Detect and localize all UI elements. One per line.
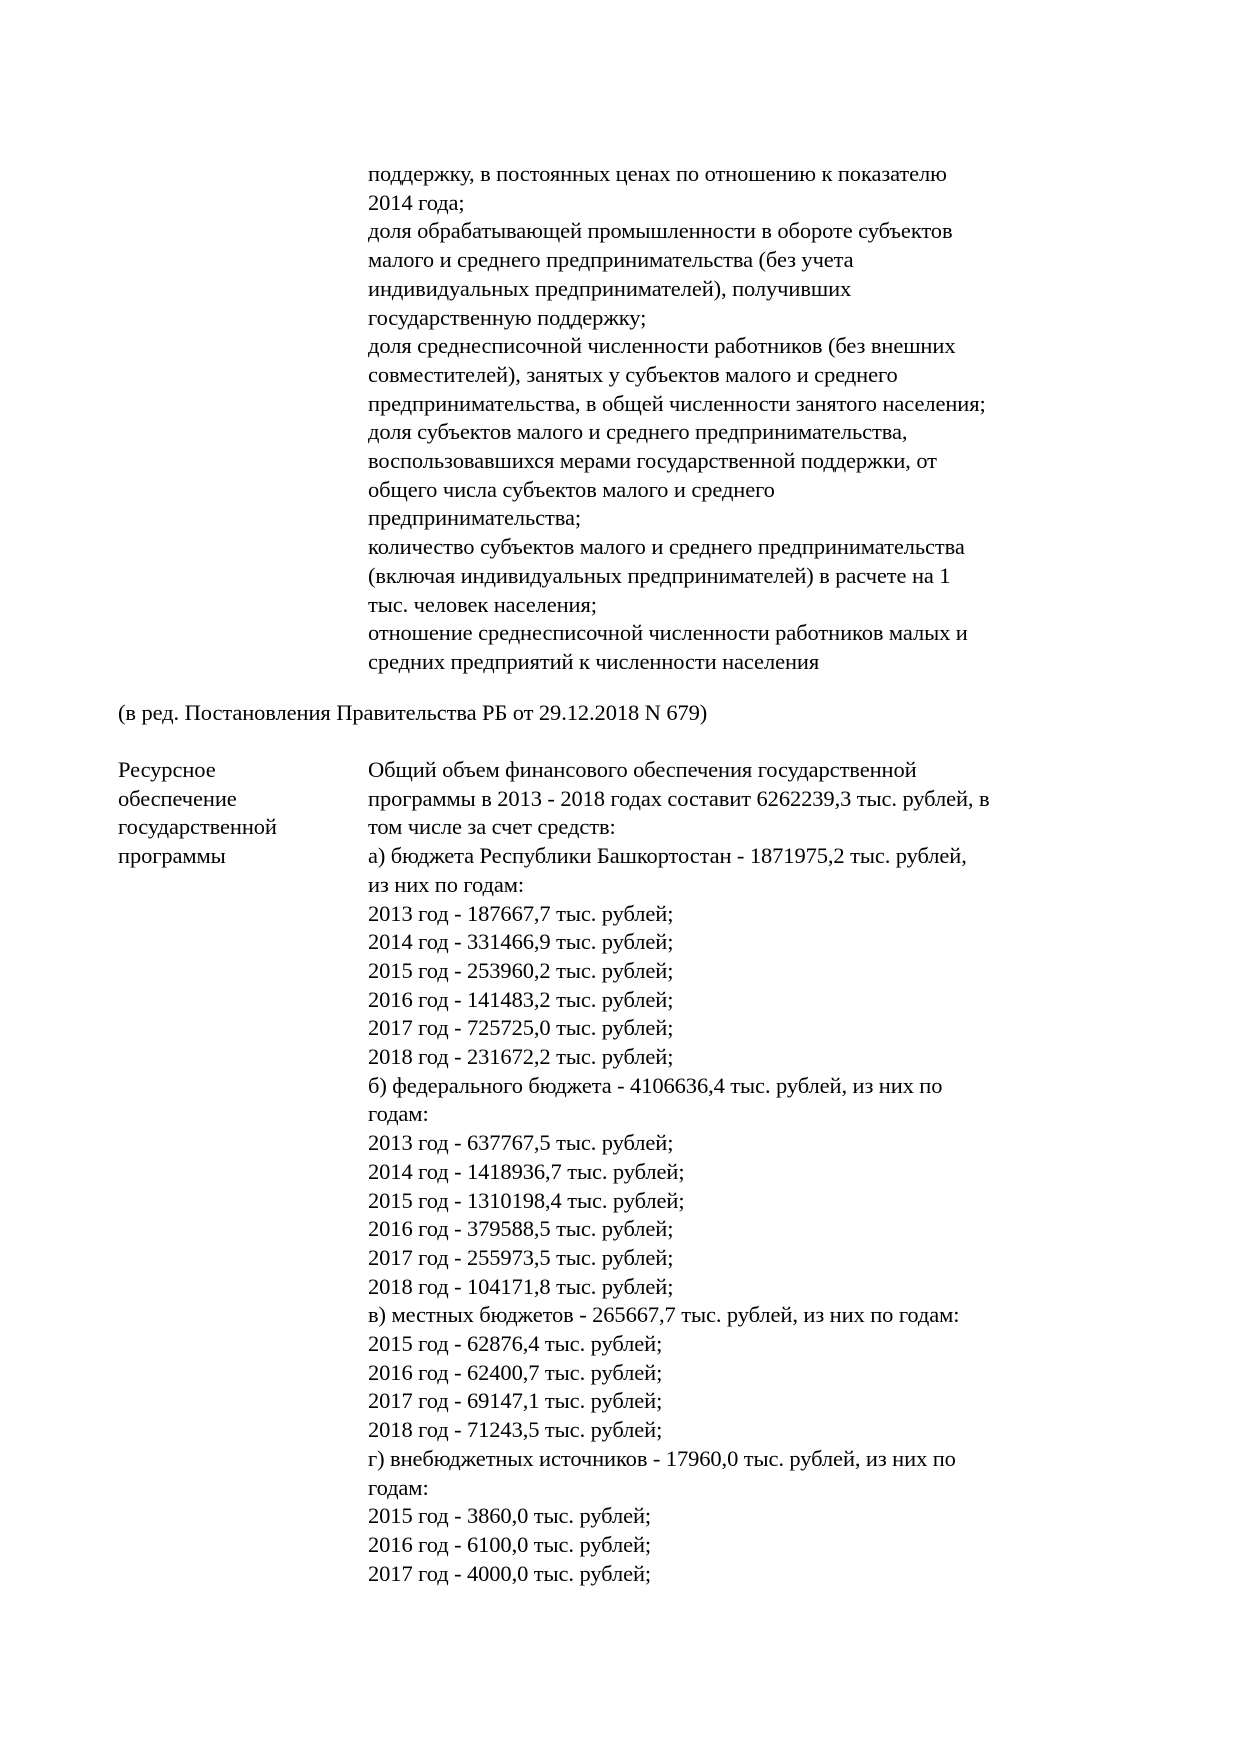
text-line: Общий объем финансового обеспечения государственной <box>368 757 917 782</box>
text-line: 2016 год - 6100,0 тыс. рублей; <box>368 1531 652 1557</box>
text-line: из них по годам: <box>368 871 525 897</box>
text-line: 2017 год - 255973,5 тыс. рублей; <box>368 1244 674 1270</box>
text-line: 2016 год - 62400,7 тыс. рублей; <box>368 1359 663 1385</box>
text-line: 2014 год - 331466,9 тыс. рублей; <box>368 929 674 955</box>
text-line: 2016 год - 141483,2 тыс. рублей; <box>368 986 674 1012</box>
text-line: общего числа субъектов малого и среднего <box>368 476 775 502</box>
text-line: 2017 год - 4000,0 тыс. рублей; <box>368 1560 652 1586</box>
text-line: предпринимательства, в общей численности занятого населения; <box>368 390 986 416</box>
text-line: б) федерального бюджета - 4106636,4 тыс. рублей, из них по <box>368 1072 943 1098</box>
text-line: поддержку, в постоянных ценах по отношению к показателю <box>368 161 947 186</box>
text-line: количество субъектов малого и среднего предпринимательства <box>368 534 965 560</box>
text-line: 2014 год - 1418936,7 тыс. рублей; <box>368 1158 685 1184</box>
resources-content <box>368 756 989 1588</box>
text-line: 2015 год - 253960,2 тыс. рублей; <box>368 957 674 983</box>
text-line: доля среднесписочной численности работников (без внешних <box>368 333 956 359</box>
text-line: годам: <box>368 1474 429 1500</box>
text-line: 2017 год - 725725,0 тыс. рублей; <box>368 1015 674 1041</box>
indicators-list <box>368 160 986 677</box>
text-line: 2015 год - 3860,0 тыс. рублей; <box>368 1503 652 1529</box>
text-line: отношение среднесписочной численности работников малых и <box>368 620 968 646</box>
text-line: (включая индивидуальных предпринимателей) в расчете на 1 <box>368 562 951 588</box>
label-line: государственной <box>118 814 277 840</box>
text-line: 2018 год - 104171,8 тыс. рублей; <box>368 1273 674 1299</box>
label-line: обеспечение <box>118 785 237 811</box>
text-line: годам: <box>368 1101 429 1127</box>
text-line: 2015 год - 62876,4 тыс. рублей; <box>368 1331 663 1357</box>
amendment-note: (в ред. Постановления Правительства РБ от 29.12.2018 N 679) <box>118 700 708 725</box>
text-line: 2018 год - 231672,2 тыс. рублей; <box>368 1044 674 1070</box>
resources-label <box>118 756 277 871</box>
text-line: малого и среднего предпринимательства (без учета <box>368 247 854 273</box>
text-line: совместителей), занятых у субъектов малого и среднего <box>368 361 898 387</box>
text-line: а) бюджета Республики Башкортостан - 1871975,2 тыс. рублей, <box>368 843 967 869</box>
text-line: г) внебюджетных источников - 17960,0 тыс. рублей, из них по <box>368 1445 956 1471</box>
text-line: в) местных бюджетов - 265667,7 тыс. рублей, из них по годам: <box>368 1302 960 1328</box>
text-line: программы в 2013 - 2018 годах составит 6262239,3 тыс. рублей, в <box>368 785 990 811</box>
text-line: индивидуальных предпринимателей), получивших <box>368 275 852 301</box>
text-line: воспользовавшихся мерами государственной поддержки, от <box>368 448 937 474</box>
text-line: доля субъектов малого и среднего предпринимательства, <box>368 419 908 445</box>
text-line: тыс. человек населения; <box>368 591 597 617</box>
text-line: 2015 год - 1310198,4 тыс. рублей; <box>368 1187 685 1213</box>
text-line: 2013 год - 637767,5 тыс. рублей; <box>368 1130 674 1156</box>
text-line: доля обрабатывающей промышленности в обороте субъектов <box>368 218 953 244</box>
text-line: 2013 год - 187667,7 тыс. рублей; <box>368 900 674 926</box>
text-line: предпринимательства; <box>368 505 582 531</box>
text-line: 2014 года; <box>368 189 465 215</box>
text-line: том числе за счет средств: <box>368 814 616 840</box>
text-line: 2018 год - 71243,5 тыс. рублей; <box>368 1417 663 1443</box>
text-line: 2016 год - 379588,5 тыс. рублей; <box>368 1216 674 1242</box>
label-line: Ресурсное <box>118 757 216 782</box>
label-line: программы <box>118 843 226 869</box>
text-line: государственную поддержку; <box>368 304 647 330</box>
text-line: средних предприятий к численности населения <box>368 648 820 674</box>
text-line: 2017 год - 69147,1 тыс. рублей; <box>368 1388 663 1414</box>
